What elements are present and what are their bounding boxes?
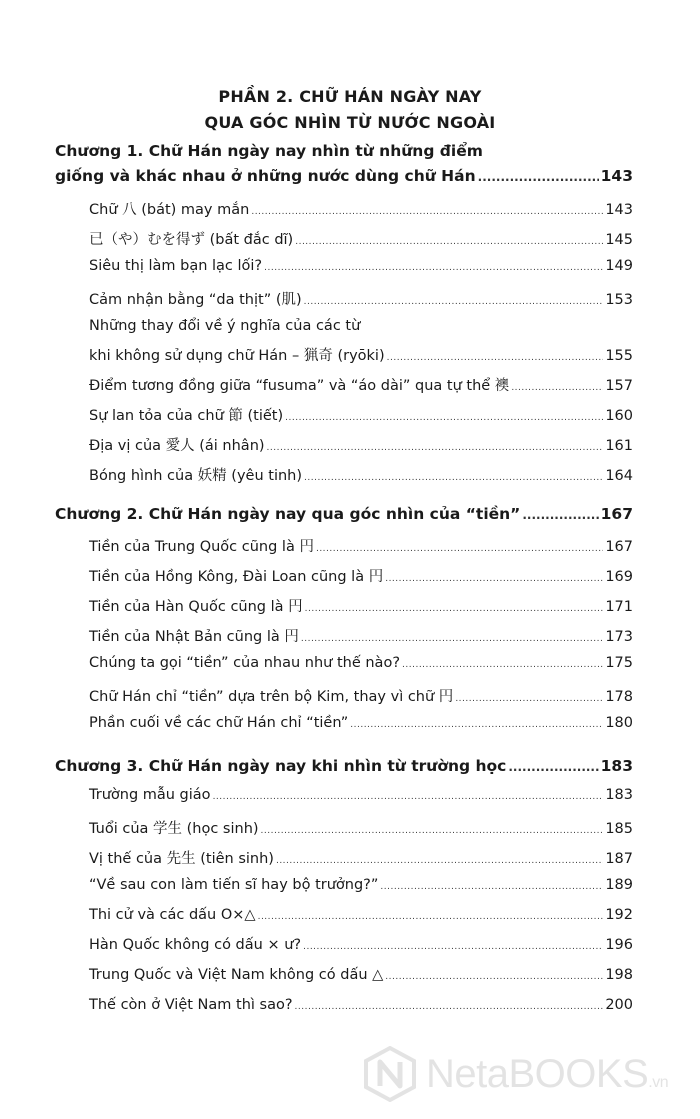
section-title: Địa vị của 愛人 (ái nhân) (89, 438, 265, 454)
page-number: 185 (605, 821, 633, 837)
toc-entry[interactable] (89, 997, 633, 1013)
section-title: 已（や）むを得ず (bất đắc dĩ) (89, 232, 294, 248)
toc-entry[interactable] (89, 787, 633, 803)
section-title: Sự lan tỏa của chữ 節 (tiết) (89, 408, 284, 424)
page-number: 149 (605, 258, 633, 274)
section-title: khi không sử dụng chữ Hán – 猟奇 (ryōki) (89, 348, 385, 364)
section-title: Trường mẫu giáo (89, 787, 211, 803)
dot-leader (303, 942, 603, 952)
dot-leader (251, 207, 603, 217)
dot-leader (267, 443, 604, 453)
page-number: 167 (605, 539, 633, 555)
toc-entry[interactable] (89, 404, 633, 425)
section-title: Chữ Hán chỉ “tiền” dựa trên bộ Kim, thay vì chữ 円 (89, 689, 454, 705)
page-number: 143 (600, 167, 633, 185)
section-title: Thế còn ở Việt Nam thì sao? (89, 997, 293, 1013)
section-title: Tiền của Nhật Bản cũng là 円 (89, 629, 299, 645)
toc-entry[interactable] (89, 625, 633, 646)
page-number: 145 (605, 232, 633, 248)
dot-leader (385, 574, 603, 584)
dot-leader (258, 912, 604, 922)
dot-leader (295, 1002, 604, 1012)
page-number: 175 (605, 655, 633, 671)
dot-leader (316, 544, 603, 554)
dot-leader (304, 297, 604, 307)
toc-entry[interactable] (89, 198, 633, 219)
page-number: 187 (605, 851, 633, 867)
chapter-title: Chương 2. Chữ Hán ngày nay qua góc nhìn của “tiền” (55, 505, 521, 523)
dot-leader (213, 792, 604, 802)
toc-entry[interactable] (89, 434, 633, 455)
section-title: “Về sau con làm tiến sĩ hay bộ trưởng?” (89, 877, 379, 893)
section-title: Vị thế của 先生 (tiên sinh) (89, 851, 274, 867)
part-title-line2: QUA GÓC NHÌN TỪ NƯỚC NGOÀI (204, 113, 496, 132)
dot-leader (508, 760, 598, 774)
dot-leader (387, 353, 604, 363)
dot-leader (478, 170, 599, 184)
section-title: Tiền của Hàn Quốc cũng là 円 (89, 599, 303, 615)
part-title-line1: PHẦN 2. CHỮ HÁN NGÀY NAY (218, 87, 482, 106)
toc-entry[interactable] (89, 655, 633, 671)
toc-entry[interactable] (89, 715, 633, 731)
page-number: 198 (605, 967, 633, 983)
page-number: 173 (605, 629, 633, 645)
section-title: Chữ 八 (bát) may mắn (89, 202, 250, 218)
dot-leader (264, 263, 603, 273)
page-number: 183 (600, 757, 633, 775)
toc-entry[interactable] (89, 565, 633, 586)
page-number: 189 (605, 877, 633, 893)
page-number: 192 (605, 907, 633, 923)
watermark (362, 1044, 692, 1104)
dot-leader (511, 383, 603, 393)
dot-leader (305, 604, 604, 614)
toc-entry[interactable] (89, 228, 633, 249)
chapter-1-entry[interactable] (55, 167, 633, 185)
toc-entry[interactable] (89, 344, 633, 365)
chapter-3-entry[interactable] (55, 757, 633, 775)
section-title: Chúng ta gọi “tiền” của nhau như thế nào? (89, 655, 401, 671)
toc-entry[interactable] (89, 464, 633, 485)
page-number: 178 (605, 689, 633, 705)
section-title: Tiền của Trung Quốc cũng là 円 (89, 539, 314, 555)
toc-entry[interactable] (89, 937, 633, 953)
dot-leader (522, 508, 598, 522)
dot-leader (295, 237, 603, 247)
page-number: 196 (605, 937, 633, 953)
watermark-text: NetaBOOKS.vn (426, 1051, 669, 1096)
section-title-line1: Những thay đổi về ý nghĩa của các từ (89, 318, 361, 334)
dot-leader (276, 856, 603, 866)
page-number: 171 (605, 599, 633, 615)
page-number: 200 (605, 997, 633, 1013)
dot-leader (385, 972, 603, 982)
chapter-title: Chương 3. Chữ Hán ngày nay khi nhìn từ trường học (55, 757, 507, 775)
page-number: 161 (605, 438, 633, 454)
section-title: Thi cử và các dấu O×△ (89, 907, 256, 923)
dot-leader (301, 634, 603, 644)
chapter-1-title-line1: Chương 1. Chữ Hán ngày nay nhìn từ những điểm (55, 142, 483, 160)
section-title: Trung Quốc và Việt Nam không có dấu △ (89, 967, 384, 983)
dot-leader (285, 413, 603, 423)
toc-entry[interactable] (89, 535, 633, 556)
page-number: 157 (605, 378, 633, 394)
toc-entry[interactable] (89, 374, 633, 395)
section-title: Điểm tương đồng giữa “fusuma” và “áo dài” qua tự thể 襖 (89, 378, 510, 394)
dot-leader (455, 694, 603, 704)
toc-entry[interactable] (89, 967, 633, 983)
page-number: 180 (605, 715, 633, 731)
netabooks-logo-icon (362, 1046, 418, 1102)
section-title: Bóng hình của 妖精 (yêu tinh) (89, 468, 303, 484)
chapter-2-entry[interactable] (55, 505, 633, 523)
page-number: 155 (605, 348, 633, 364)
page-number: 169 (605, 569, 633, 585)
page-number: 143 (605, 202, 633, 218)
dot-leader (380, 882, 603, 892)
toc-entry[interactable] (89, 685, 633, 706)
page-number: 183 (605, 787, 633, 803)
section-title: Hàn Quốc không có dấu × ư? (89, 937, 302, 953)
toc-entry[interactable] (89, 907, 633, 923)
page-number: 164 (605, 468, 633, 484)
section-title: Tiền của Hồng Kông, Đài Loan cũng là 円 (89, 569, 384, 585)
toc-entry[interactable] (89, 258, 633, 274)
section-title: Cảm nhận bằng “da thịt” (肌) (89, 292, 302, 308)
chapter-title: giống và khác nhau ở những nước dùng chữ Hán (55, 167, 476, 185)
toc-entry[interactable] (89, 288, 633, 309)
toc-entry[interactable] (89, 595, 633, 616)
dot-leader (402, 660, 603, 670)
page-number: 167 (600, 505, 633, 523)
toc-entry[interactable] (89, 817, 633, 838)
section-title: Siêu thị làm bạn lạc lối? (89, 258, 263, 274)
toc-entry[interactable] (89, 877, 633, 893)
dot-leader (261, 826, 604, 836)
dot-leader (350, 720, 603, 730)
section-title: Phần cuối về các chữ Hán chỉ “tiền” (89, 715, 349, 731)
page-number: 160 (605, 408, 633, 424)
dot-leader (304, 473, 603, 483)
section-title: Tuổi của 学生 (học sinh) (89, 821, 259, 837)
page-number: 153 (605, 292, 633, 308)
toc-entry[interactable] (89, 847, 633, 868)
